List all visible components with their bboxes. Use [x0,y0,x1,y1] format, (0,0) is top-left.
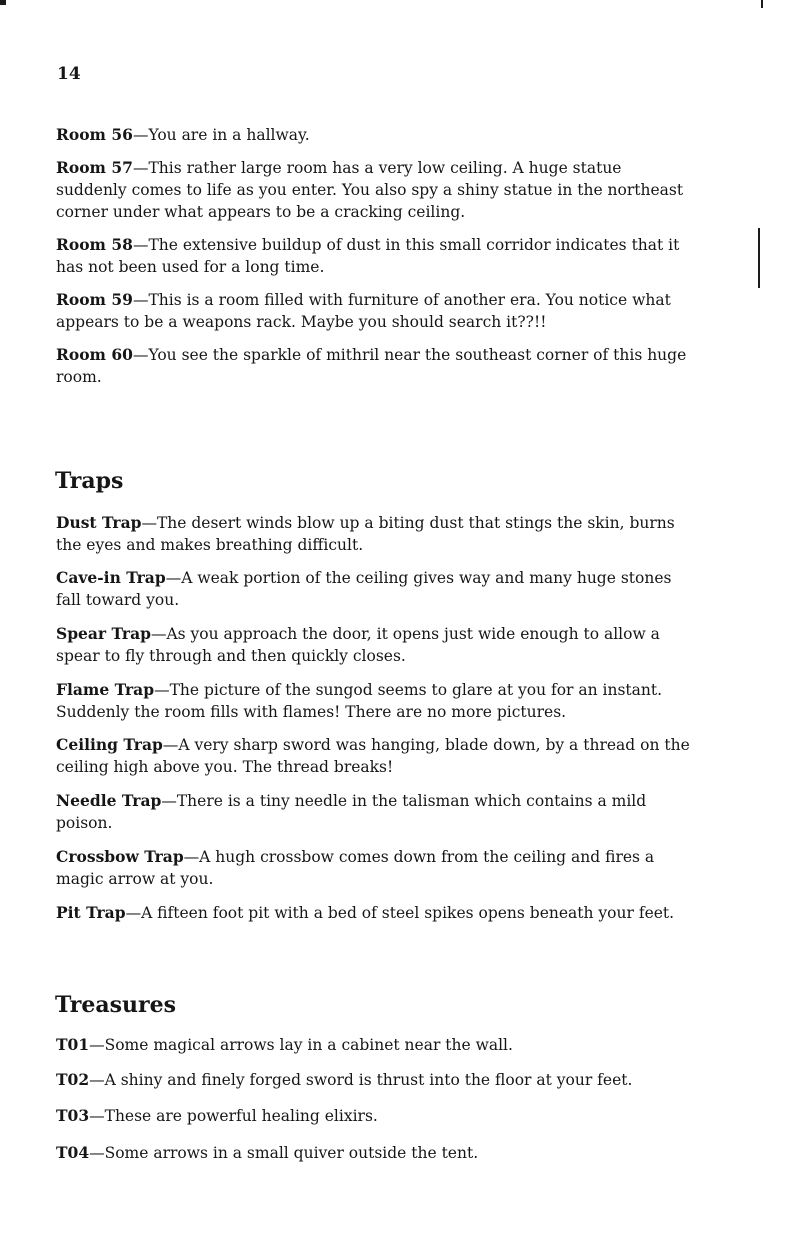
entry-label: Cave-in Trap [56,567,166,587]
room-entry [56,344,696,388]
entry-text: —This rather large room has a very low ceiling. A huge statue suddenly comes to life as you enter. You also spy a shiny statue in the northeast corner under what appears to be a cracking ceiling. [56,158,684,221]
entry-text: —The extensive buildup of dust in this small corridor indicates that it has not been used for a long time. [56,235,680,276]
trap-entry [56,623,696,667]
trap-entry [56,734,696,778]
entry-label: Ceiling Trap [56,734,163,754]
trap-entry [56,679,696,723]
scan-mark [0,0,6,5]
entry-label: T03 [56,1105,90,1125]
entry-text: —The picture of the sungod seems to glare at you for an instant. Suddenly the room fills with flames! There are no more pictures. [56,680,663,721]
entry-label: Spear Trap [56,623,151,643]
section-title-traps: Traps [55,468,124,494]
room-entry [56,124,696,146]
entry-label: Crossbow Trap [56,846,184,866]
entry-label: Needle Trap [56,790,162,810]
entry-label: Dust Trap [56,512,142,532]
entry-text: —These are powerful healing elixirs. [89,1106,378,1125]
trap-entry [56,846,696,890]
entry-text: —Some arrows in a small quiver outside the tent. [89,1143,479,1162]
treasure-entry [56,1142,696,1164]
entry-text: —A weak portion of the ceiling gives way and many huge stones fall toward you. [56,568,672,609]
entry-label: Room 59 [56,289,133,309]
entry-label: T01 [56,1034,90,1054]
entry-text: —A shiny and finely forged sword is thrust into the floor at your feet. [89,1070,633,1089]
room-entry [56,289,696,333]
entry-text: —The desert winds blow up a biting dust that stings the skin, burns the eyes and makes breathing difficult. [56,513,675,554]
entry-text: —This is a room filled with furniture of another era. You notice what appears to be a weapons rack. Maybe you should search it??!! [56,290,671,331]
entry-text: —Some magical arrows lay in a cabinet near the wall. [89,1035,513,1054]
entry-label: Room 58 [56,234,133,254]
trap-entry [56,790,696,834]
room-entry [56,157,696,223]
treasure-entry [56,1105,696,1127]
entry-text: —You are in a hallway. [132,125,310,144]
treasure-entry [56,1034,696,1056]
entry-text: —A fifteen foot pit with a bed of steel spikes opens beneath your feet. [125,903,675,922]
entry-text: —You see the sparkle of mithril near the southeast corner of this huge room. [56,345,687,386]
trap-entry [56,567,696,611]
entry-text: —There is a tiny needle in the talisman which contains a mild poison. [56,791,647,832]
entry-label: Pit Trap [56,902,126,922]
entry-text: —As you approach the door, it opens just wide enough to allow a spear to fly through and then quickly closes. [56,624,660,665]
trap-entry [56,512,696,556]
scan-mark [758,228,760,288]
room-entry [56,234,696,278]
entry-label: T04 [56,1142,90,1162]
entry-label: Room 57 [56,157,133,177]
entry-label: T02 [56,1069,90,1089]
entry-label: Room 60 [56,344,133,364]
entry-label: Room 56 [56,124,133,144]
treasure-entry [56,1069,696,1091]
section-title-treasures: Treasures [55,992,176,1018]
page-number: 14 [57,64,81,84]
scan-mark [761,0,763,8]
entry-text: —A very sharp sword was hanging, blade down, by a thread on the ceiling high above you. The thread breaks! [56,735,690,776]
trap-entry [56,902,696,924]
entry-label: Flame Trap [56,679,155,699]
entry-text: —A hugh crossbow comes down from the ceiling and fires a magic arrow at you. [56,847,655,888]
